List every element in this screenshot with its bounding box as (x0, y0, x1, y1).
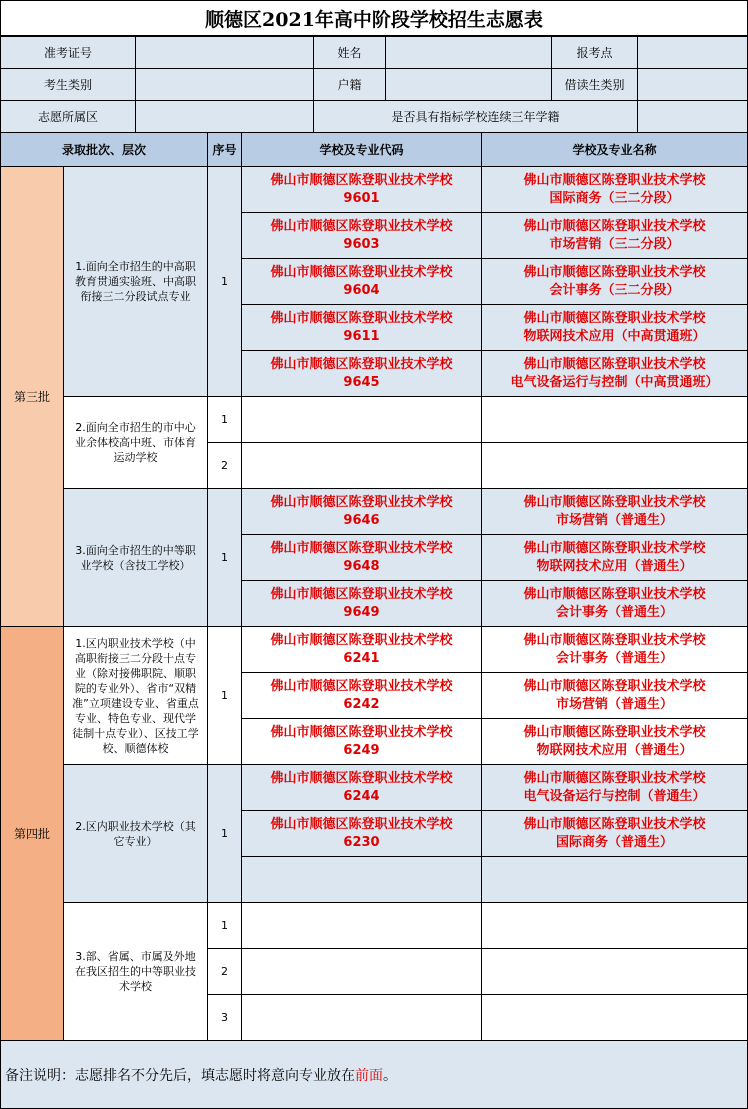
household-label: 户籍 (313, 68, 386, 101)
student-category-field[interactable] (135, 68, 314, 101)
remarks-text: 备注说明：志愿排名不分先后，填志愿时将意向专业放在 (5, 1067, 355, 1084)
program-code-cell: 佛山市顺德区陈登职业技术学校 9649 (241, 580, 482, 627)
household-field[interactable] (385, 68, 552, 101)
seq-number: 1 (207, 166, 242, 397)
remarks-end: 。 (383, 1067, 397, 1084)
quota-question-label: 是否具有指标学校连续三年学籍 (313, 100, 638, 133)
program-name-cell: 佛山市顺德区陈登职业技术学校 市场营销（三二分段） (481, 212, 748, 259)
exam-id-label: 准考证号 (0, 36, 136, 69)
program-code-cell: 佛山市顺德区陈登职业技术学校 6242 (241, 672, 482, 719)
program-code-cell: 佛山市顺德区陈登职业技术学校 6244 (241, 764, 482, 811)
fourth-batch-label: 第四批 (0, 626, 64, 1041)
program-name-cell: 佛山市顺德区陈登职业技术学校 市场营销（普通生） (481, 488, 748, 535)
seq-number: 1 (207, 488, 242, 627)
quota-question-field[interactable] (637, 100, 748, 133)
empty-name-cell[interactable] (481, 994, 748, 1041)
boarding-category-label: 借读生类别 (551, 68, 638, 101)
empty-name-cell[interactable] (481, 856, 748, 903)
boarding-category-field[interactable] (637, 68, 748, 101)
seq-number: 3 (207, 994, 242, 1041)
program-name-cell: 佛山市顺德区陈登职业技术学校 电气设备运行与控制（普通生） (481, 764, 748, 811)
program-name-cell: 佛山市顺德区陈登职业技术学校 国际商务（普通生） (481, 810, 748, 857)
program-name-cell: 佛山市顺德区陈登职业技术学校 电气设备运行与控制（中高贯通班） (481, 350, 748, 397)
student-category-label: 考生类别 (0, 68, 136, 101)
exam-id-field[interactable] (135, 36, 314, 69)
program-name-cell: 佛山市顺德区陈登职业技术学校 会计事务（普通生） (481, 580, 748, 627)
seq-number: 1 (207, 396, 242, 443)
level-description: 1.面向全市招生的中高职教育贯通实验班、中高职衔接三二分段试点专业 (63, 166, 208, 397)
empty-code-cell[interactable] (241, 948, 482, 995)
program-name-cell: 佛山市顺德区陈登职业技术学校 会计事务（三二分段） (481, 258, 748, 305)
remarks-highlight: 前面 (355, 1067, 383, 1084)
seq-number: 2 (207, 948, 242, 995)
program-code-cell: 佛山市顺德区陈登职业技术学校 6230 (241, 810, 482, 857)
program-name-cell: 佛山市顺德区陈登职业技术学校 市场营销（普通生） (481, 672, 748, 719)
seq-number: 1 (207, 902, 242, 949)
level-description: 3.部、省属、市属及外地在我区招生的中等职业技术学校 (63, 902, 208, 1041)
code-column-header: 学校及专业代码 (241, 132, 482, 167)
empty-name-cell[interactable] (481, 396, 748, 443)
batch-column-header: 录取批次、层次 (0, 132, 208, 167)
program-name-cell: 佛山市顺德区陈登职业技术学校 会计事务（普通生） (481, 626, 748, 673)
program-code-cell: 佛山市顺德区陈登职业技术学校 6241 (241, 626, 482, 673)
district-label: 志愿所属区 (0, 100, 136, 133)
level-description: 1.区内职业技术学校（中高职衔接三二分段十点专业（除对接佛职院、顺职院的专业外）、省市“双精准”立项建设专业、省重点专业、特色专业、现代学徒制十点专业）、区技工学校、顺德体校 (63, 626, 208, 765)
seq-number: 2 (207, 442, 242, 489)
empty-code-cell[interactable] (241, 994, 482, 1041)
program-name-cell: 佛山市顺德区陈登职业技术学校 物联网技术应用（中高贯通班） (481, 304, 748, 351)
program-name-cell: 佛山市顺德区陈登职业技术学校 物联网技术应用（普通生） (481, 718, 748, 765)
level-description: 2.区内职业技术学校（其它专业） (63, 764, 208, 903)
empty-name-cell[interactable] (481, 948, 748, 995)
program-code-cell: 佛山市顺德区陈登职业技术学校 9603 (241, 212, 482, 259)
program-name-cell: 佛山市顺德区陈登职业技术学校 国际商务（三二分段） (481, 166, 748, 213)
level-description: 2.面向全市招生的市中心业余体校高中班、市体育运动学校 (63, 396, 208, 489)
name-field[interactable] (385, 36, 552, 69)
district-field[interactable] (135, 100, 314, 133)
seq-number: 1 (207, 764, 242, 903)
program-code-cell: 佛山市顺德区陈登职业技术学校 9611 (241, 304, 482, 351)
empty-code-cell[interactable] (241, 442, 482, 489)
program-code-cell: 佛山市顺德区陈登职业技术学校 9601 (241, 166, 482, 213)
seq-column-header: 序号 (207, 132, 242, 167)
exam-site-field[interactable] (637, 36, 748, 69)
name-label: 姓名 (313, 36, 386, 69)
empty-code-cell[interactable] (241, 396, 482, 443)
program-code-cell: 佛山市顺德区陈登职业技术学校 9648 (241, 534, 482, 581)
third-batch-label: 第三批 (0, 166, 64, 627)
name-column-header: 学校及专业名称 (481, 132, 748, 167)
empty-name-cell[interactable] (481, 902, 748, 949)
seq-number: 1 (207, 626, 242, 765)
program-code-cell: 佛山市顺德区陈登职业技术学校 9646 (241, 488, 482, 535)
program-code-cell: 佛山市顺德区陈登职业技术学校 9645 (241, 350, 482, 397)
remarks-note (0, 1040, 748, 1109)
program-name-cell: 佛山市顺德区陈登职业技术学校 物联网技术应用（普通生） (481, 534, 748, 581)
empty-code-cell[interactable] (241, 902, 482, 949)
empty-name-cell[interactable] (481, 442, 748, 489)
exam-site-label: 报考点 (551, 36, 638, 69)
program-code-cell: 佛山市顺德区陈登职业技术学校 6249 (241, 718, 482, 765)
form-title: 顺德区2021年高中阶段学校招生志愿表 (0, 0, 748, 36)
program-code-cell: 佛山市顺德区陈登职业技术学校 9604 (241, 258, 482, 305)
level-description: 3.面向全市招生的中等职业学校（含技工学校） (63, 488, 208, 627)
empty-code-cell[interactable] (241, 856, 482, 903)
